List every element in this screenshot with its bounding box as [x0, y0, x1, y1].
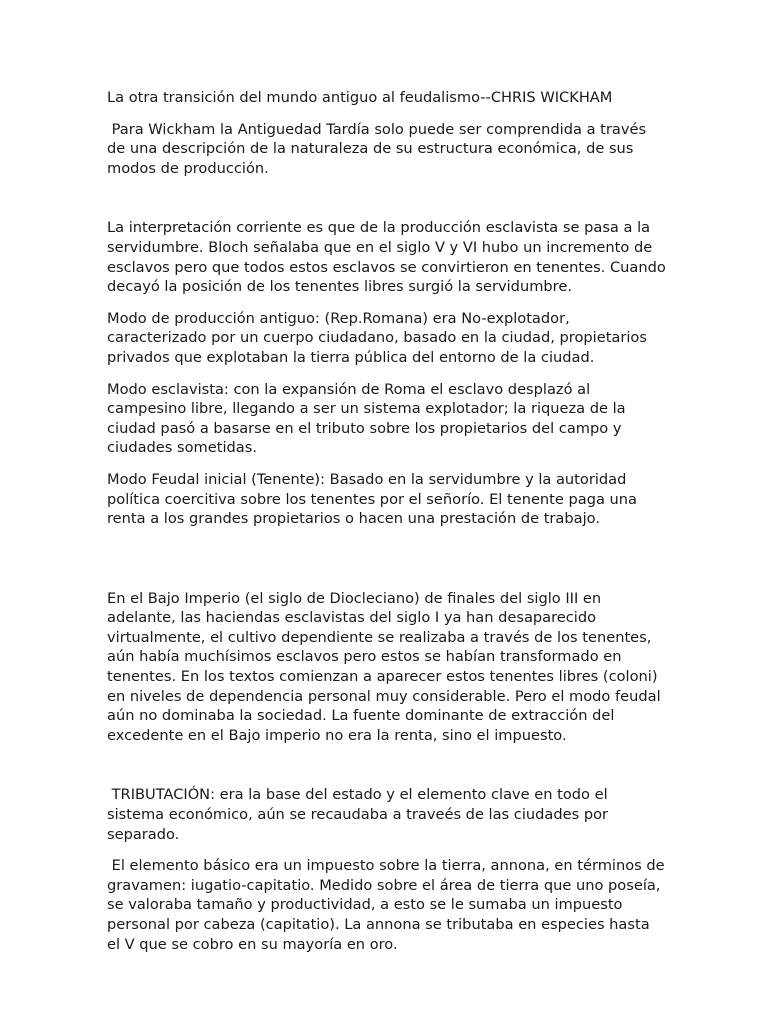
document-title: La otra transición del mundo antiguo al feudalismo--CHRIS WICKHAM — [107, 89, 613, 106]
paragraph-annona: El elemento básico era un impuesto sobre la tierra, annona, en términos de gravamen: iugatio-capitatio. Medido sobre el área de tierra que uno poseía, se valoraba tamaño y productividad, a esto se le sumaba un impuesto personal por cabeza (capitatio). La annona se tributaba en especies hasta el V que se cobro en su mayoría en oro. — [107, 857, 670, 953]
paragraph-slave-mode: Modo esclavista: con la expansión de Roma el esclavo desplazó al campesino libre, llegando a ser un sistema explotador; la riqueza de la ciudad pasó a basarse en el tributo sobre los propietarios del campo y ciudades sometidas. — [107, 380, 631, 457]
paragraph-feudal-mode: Modo Feudal inicial (Tenente): Basado en la servidumbre y la autoridad política coercitiva sobre los tenentes por el señorío. El tenente paga una renta a los grandes propietarios o hacen una prestación de trabajo. — [107, 470, 642, 528]
paragraph-intro: Para Wickham la Antiguedad Tardía solo puede ser comprendida a través de una descripción de la naturaleza de su estructura económica, de sus modos de producción. — [107, 120, 651, 177]
paragraph-ancient-mode: Modo de producción antiguo: (Rep.Romana) era No-explotador, caracterizado por un cuerpo ciudadano, basado en la ciudad, propietarios privados que explotaban la tierra pública del entorno de la ciudad. — [107, 309, 652, 366]
document-body — [107, 88, 671, 966]
paragraph-interpretation: La interpretación corriente es que de la producción esclavista se pasa a la servidumbre. Bloch señalaba que en el siglo V y VI hubo un incremento de esclavos pero que todos estos esclavos se convirtieron en tenentes. Cuando decayó la posición de los tenentes libres surgió la servidumbre. — [107, 219, 671, 296]
paragraph-taxation: TRIBUTACIÓN: era la base del estado y el elemento clave en todo el sistema económico, aún se recaudaba a traveés de las ciudades por separado. — [107, 786, 613, 843]
paragraph-late-empire: En el Bajo Imperio (el siglo de Diocleciano) de finales del siglo III en adelante, las haciendas esclavistas del siglo I ya han desaparecido virtualmente, el cultivo dependiente se realizaba a través de los tenentes, aún había muchísimos esclavos pero estos se habían transformado en tenentes. En los textos comienzan a aparecer estos tenentes libres (coloni) en niveles de dependencia personal muy considerable. Pero el modo feudal aún no dominaba la sociedad. La fuente dominante de extracción del excedente en el Bajo imperio no era la renta, sino el impuesto. — [107, 589, 666, 744]
